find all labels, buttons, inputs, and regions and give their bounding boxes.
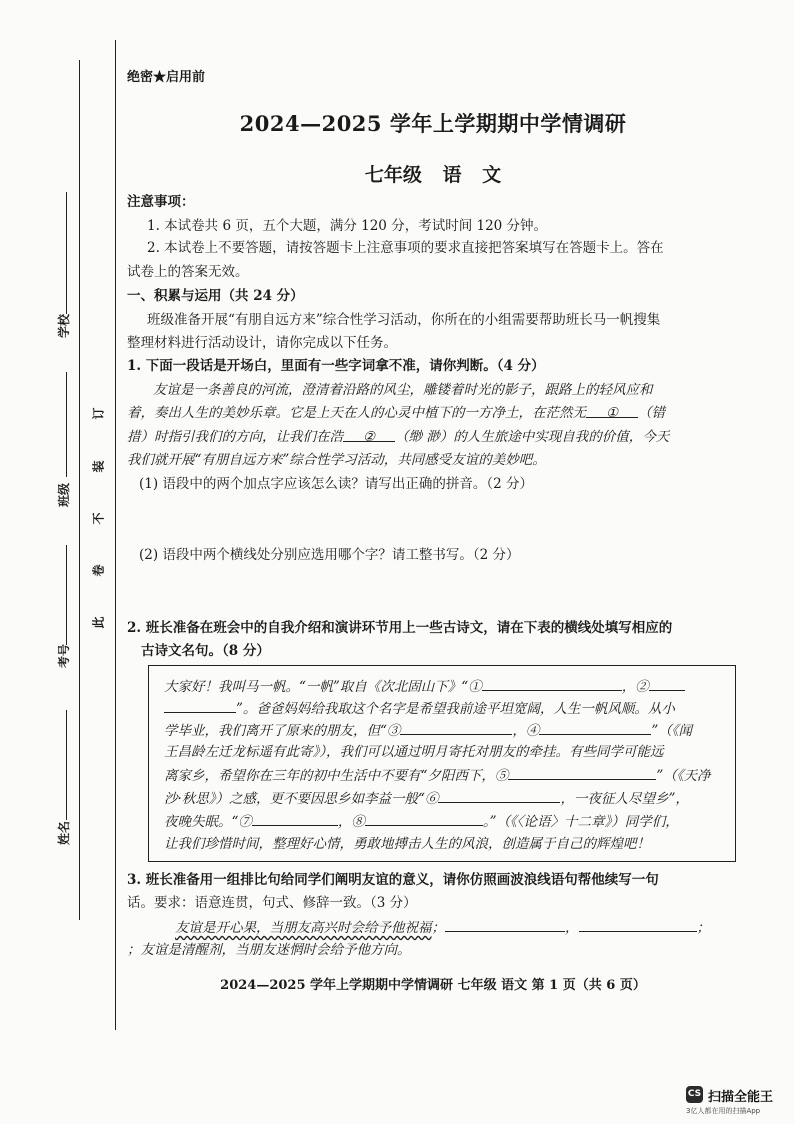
q2-passage-line [164,788,724,809]
q2-passage-line [164,698,724,719]
q2-blank-3[interactable] [400,720,512,735]
q2-passage-text: 大家好！我叫马一帆。“一帆”取自《次北固山下》“① [164,679,482,695]
page-title: 2024—2025 学年上学期期中学情调研 [239,111,627,136]
seal-char: 卷 [91,564,106,577]
class-label: 班级 [57,482,71,507]
exam-no-blank [66,545,67,645]
q1-stem: 1. 下面一段话是开场白，里面有一些字词拿不准，请你判断。（4 分） [127,358,545,374]
q3-stem-cont: 话。要求：语意连贯，句式、修辞一致。（3 分） [127,895,417,911]
q2-blank-2-cont[interactable] [164,698,236,713]
blank-marker: ② [362,429,376,445]
q3-punct: ； [696,920,710,936]
section-intro-cont: 整理材料进行活动设计，请你完成以下任务。 [127,335,397,351]
q3-answer-blank-2[interactable] [579,917,697,932]
q1-passage-text: 着，奏出人生的美妙乐章。它是上天在人的心灵中植下的一方净土，在茫然无 [127,405,586,421]
q2-passage-text: ”（《闻 [651,723,693,739]
q2-stem-cont: 古诗文名句。（8 分） [141,643,270,659]
q2-passage-text: 。”（《〈论语〉十二章》）同学们， [482,814,679,830]
q3-tail-line: ；友谊是清醒剂，当朋友迷惘时会给予他方向。 [127,942,411,958]
section-heading: 一、积累与运用（共 24 分） [127,288,304,304]
notes-item-1: 1. 本试卷共 6 页，五个大题，满分 120 分，考试时间 120 分钟。 [147,218,548,234]
section-intro: 班级准备开展“有朋自远方来”综合性学习活动，你所在的小组需要帮助班长马一帆搜集 [147,312,661,328]
q2-blank-5[interactable] [508,765,656,780]
q2-passage-text: ，一夜征人尽望乡”， [560,791,689,807]
q3-punct: ， [565,920,579,936]
scanner-app-name: 扫描全能王 [708,1090,774,1105]
q2-stem: 2. 班长准备在班会中的自我介绍和演讲环节用上一些古诗文，请在下表的横线处填写相应的 [127,620,673,636]
q2-blank-8[interactable] [365,811,483,826]
q2-passage-text: 离家乡，希望你在三年的初中生活中不要有“夕阳西下，⑤ [164,768,509,784]
q1-blank-2[interactable] [343,427,395,445]
q1-passage-text: （缈 渺）的人生旅途中实现自我的价值，今天 [395,429,670,445]
q1-blank-1[interactable] [586,403,638,421]
q2-passage-text: 沙·秋思》）之感，更不要因思乡如李益一般“⑥ [164,791,439,807]
exam-no-label: 考号 [57,643,71,668]
page-footer: 2024—2025 学年上学期期中学情调研 七年级 语文 第 1 页（共 6 页） [220,978,646,993]
q2-blank-7[interactable] [252,811,338,826]
q2-passage-line [164,811,724,832]
q2-passage-line [164,676,724,697]
q3-stem: 3. 班长准备用一组排比句给同学们阐明友谊的意义，请你仿照画波浪线语句帮他续写一句 [127,872,659,888]
seal-char: 装 [91,460,106,473]
q1-passage-text: （错 [638,405,665,421]
q3-punct: ； [431,920,445,936]
q2-passage-text: ，⑧ [337,814,365,830]
q2-passage-text: ”（《天净 [656,768,711,784]
q3-example-line [127,917,787,938]
q2-passage-line [164,720,724,741]
class-blank [66,372,67,477]
q2-blank-2[interactable] [649,676,685,691]
q2-passage-line: 让我们珍惜时间，整理好心情，勇敢地搏击人生的风浪，创造属于自己的辉煌吧！ [164,836,650,852]
seal-char: 不 [91,512,106,525]
school-blank [66,192,67,314]
q2-passage-text: ”。爸爸妈妈给我取这个名字是希望我前途平坦宽阔，人生一帆风顺。从小 [236,701,675,717]
q2-blank-4[interactable] [539,720,651,735]
q1-subquestion-1: (1) 语段中的两个加点字应该怎么读？请写出正确的拼音。（2 分） [139,476,534,492]
seal-char: 此 [91,616,106,629]
blank-marker: ① [605,405,619,421]
q2-passage-line: 王昌龄左迁龙标遥有此寄》），我们可以通过明月寄托对朋友的牵挂。有些同学可能远 [164,744,664,760]
name-label: 姓名 [57,820,71,845]
name-blank [66,710,67,820]
q3-answer-blank-1[interactable] [445,917,565,932]
notes-item-2: 2. 本试卷上不要答题，请按答题卡上注意事项的要求直接把答案填写在答题卡上。答在 [147,240,664,256]
notes-heading: 注意事项： [127,194,195,210]
q2-passage-text: 学毕业，我们离开了原来的朋友，但“③ [164,723,401,739]
q1-passage-text: 措）时指引我们的方向，让我们在浩 [127,429,343,445]
subject-title: 七年级 语 文 [364,164,502,186]
q2-blank-6[interactable] [438,788,560,803]
binding-line-right [115,40,116,1030]
q3-example-sentence: 友谊是开心果，当朋友高兴时会给予他祝福 [175,920,432,936]
seal-char: 订 [91,407,106,420]
q1-passage-line [127,403,739,423]
binding-line-left [79,60,80,920]
q1-passage-line: 我们就开展“有朋自远方来”综合性学习活动，共同感受友谊的美妙吧。 [127,452,546,468]
q2-passage-text: ，② [621,679,649,695]
q2-passage-text: ，④ [512,723,540,739]
q1-subquestion-2: (2) 语段中两个横线处分别应选用哪个字？请工整书写。（2 分） [139,547,520,563]
q2-passage-line [164,765,724,786]
scanner-tagline: 3亿人都在用的扫描App [686,1107,761,1115]
school-label: 学校 [57,313,71,338]
q1-passage-line: 友谊是一条善良的河流，澄清着沿路的风尘，雕镂着时光的影子，跟路上的轻风应和 [153,382,653,398]
q2-passage-text: 夜晚失眠。“⑦ [164,814,252,830]
scanner-logo-icon: CS [686,1086,703,1103]
confidential-mark: 绝密★启用前 [127,70,206,85]
q1-passage-line [127,427,739,447]
q2-blank-1[interactable] [482,676,622,691]
notes-item-2-cont: 试卷上的答案无效。 [127,264,249,280]
